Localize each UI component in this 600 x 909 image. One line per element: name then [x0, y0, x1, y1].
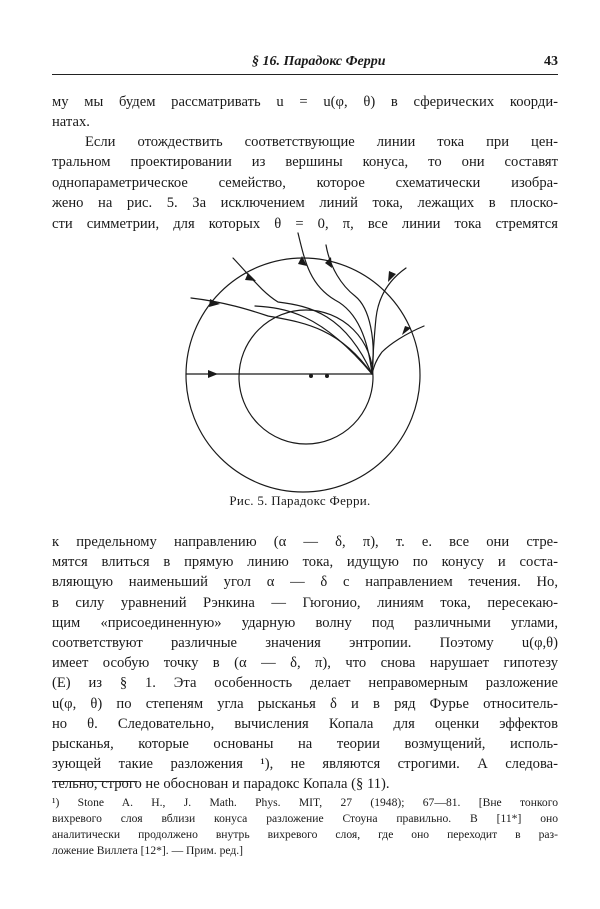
text-line: однопараметрическое семейство, которое схематически изобра- — [52, 174, 558, 191]
text-line: му мы будем рассматривать u = u(φ, θ) в сферических коорди- — [52, 94, 558, 110]
running-header — [52, 54, 558, 78]
text-line: тральном проектировании из вершины конуса, то они составят — [52, 154, 558, 171]
text-line: щим «присоединенную» ударную волну под различными углами, — [52, 614, 558, 631]
text-line: тельно, строго не обоснован и парадокс Копала (§ 11). — [52, 776, 390, 793]
text-line: рысканья, которые основаны на теории возмущений, исполь- — [52, 736, 558, 753]
text-line: Если отождествить соответствующие линии тока при цен- — [85, 134, 558, 150]
footnote-line: вихревого слоя вблизи конуса разложение Стоуна правильно. В [11*] оно — [52, 812, 558, 825]
arrow-head-icon — [325, 257, 332, 268]
streamline-right — [372, 326, 424, 374]
footnote-rule — [52, 781, 137, 782]
text-line: к предельному направлению (α — δ, π), т. е. все они стре- — [52, 534, 558, 550]
text-line: (E) из § 1. Эта особенность делает неправомерным разложение — [52, 675, 558, 692]
paragraph-3 — [52, 532, 558, 795]
arrow-head-icon — [245, 273, 256, 281]
text-line: в силу уравнений Рэнкина — Гюгонио, линиям тока, пересекаю- — [52, 594, 558, 611]
running-title: § 16. Парадокс Ферри — [252, 54, 386, 69]
footnote-line: ложение Виллета [12*]. — Прим. ред.] — [52, 844, 244, 857]
inner-cone-circle — [239, 310, 373, 444]
text-line: имеет особую точку в (α — δ, π), что снова нарушает гипотезу — [52, 655, 558, 672]
text-line: соответствуют различные значения энтропии. Поэтому u(φ,θ) — [52, 635, 558, 652]
ferri-paradox-figure — [180, 228, 430, 498]
outer-shock-circle — [186, 258, 420, 492]
footnote-line: ¹) Stone A. H., J. Math. Phys. MIT, 27 (1948); 67—81. [Вне тонкого — [52, 796, 558, 809]
paragraph-2 — [52, 132, 558, 234]
figure-caption: Рис. 5. Парадокс Ферри. — [229, 493, 371, 508]
arrow-head-icon — [208, 370, 218, 378]
text-line: зующей такие разложения ¹), не являются строгими. А следова- — [52, 756, 558, 773]
text-line: вляющую наименьший угол α — δ с направлением течения. Но, — [52, 574, 558, 591]
text-line: натах. — [52, 114, 90, 131]
streamline-top-right — [326, 245, 373, 374]
paragraph-1 — [52, 92, 558, 133]
streamline-upper-mid-left — [255, 306, 372, 374]
text-line: мятся влиться в прямую линию тока, идущую по конусу и соста- — [52, 554, 558, 571]
text-line: сти симметрии, для которых θ = 0, π, все линии тока стремятся — [52, 215, 558, 232]
footnote — [52, 795, 558, 859]
text-line: но θ. Следовательно, вычисления Копала для оценки эффектов — [52, 715, 558, 732]
text-line: жено на рис. 5. За исключением линий тока, лежащих в плоско- — [52, 195, 558, 212]
header-rule — [52, 74, 558, 75]
text-line: u(φ, θ) по степеням угла рысканья δ и в ряд Фурье относитель- — [52, 695, 558, 712]
page-number: 43 — [544, 54, 558, 69]
footnote-line: аналитически продолжено внутрь вихревого слоя, где оно переходит в раз- — [52, 828, 558, 841]
